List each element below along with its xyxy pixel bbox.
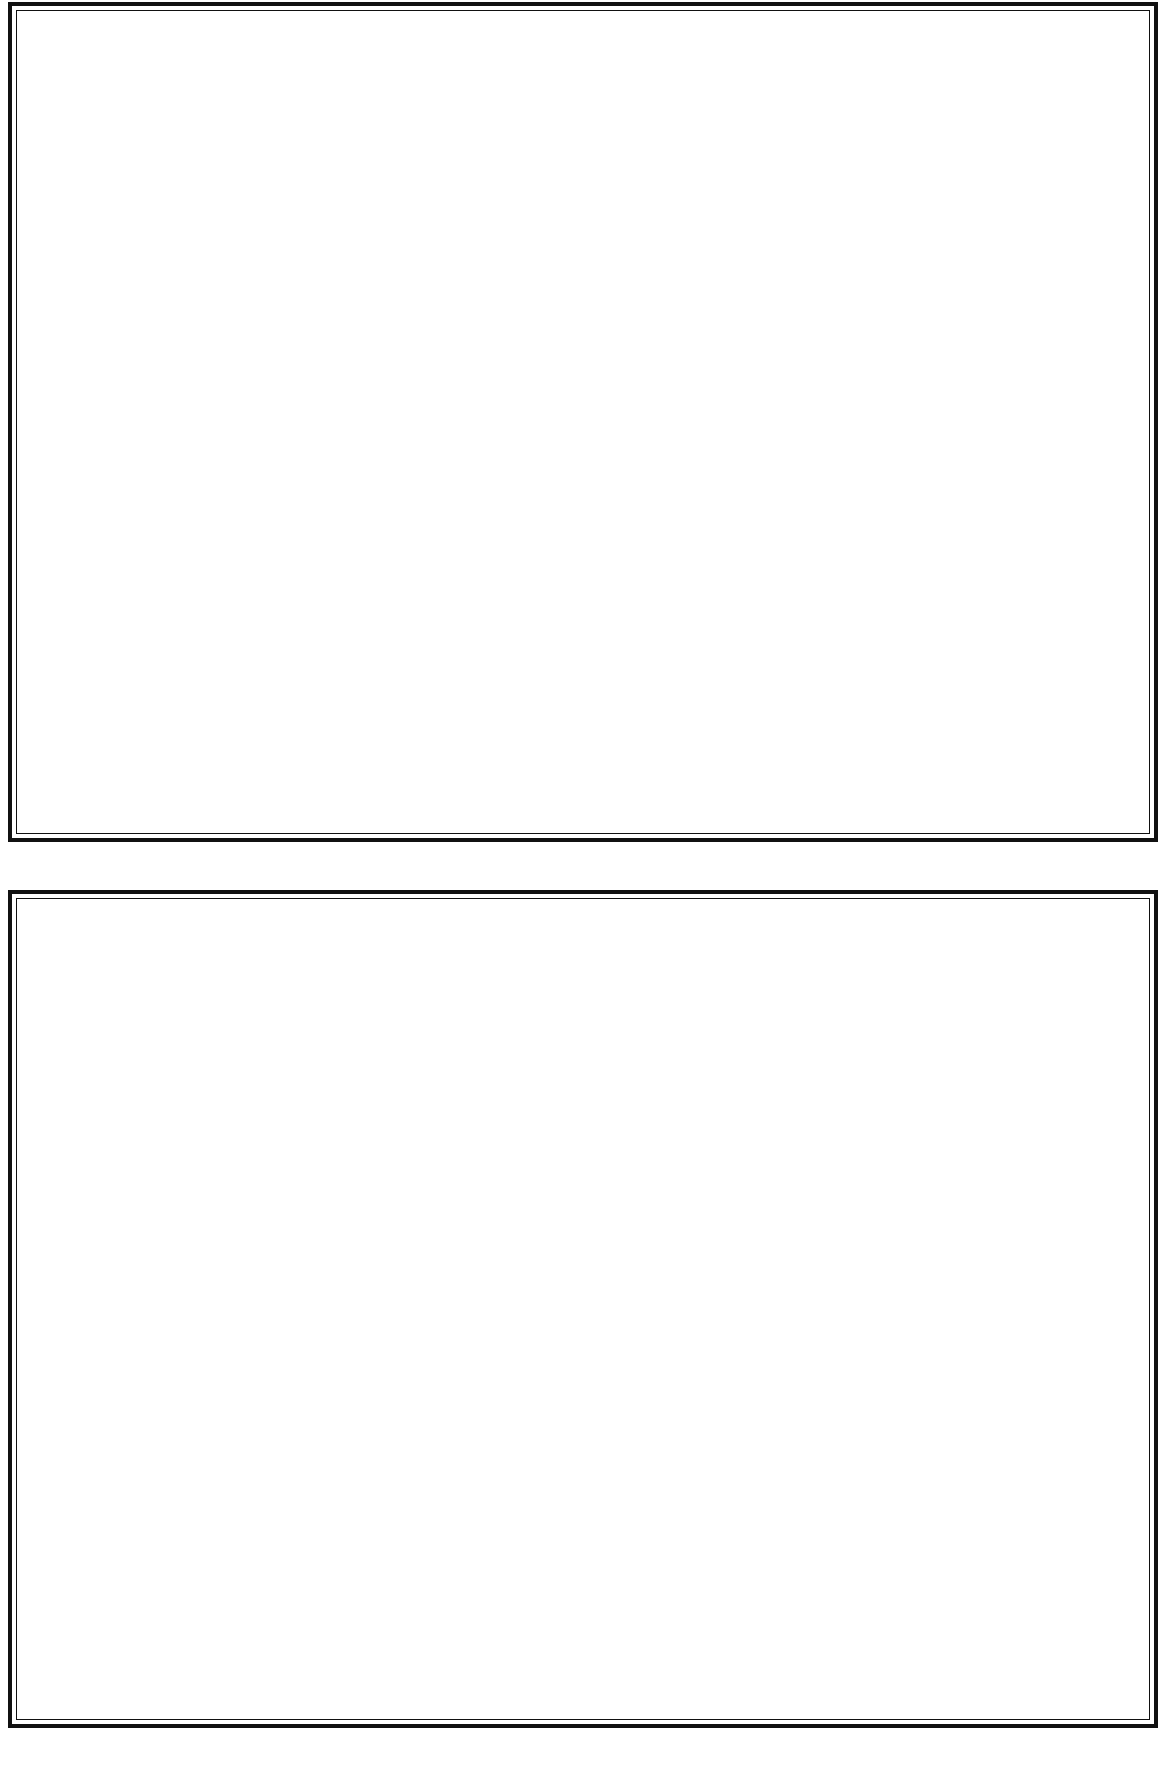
top-page — [8, 2, 1158, 842]
bottom-page-columns — [19, 901, 1147, 1717]
bottom-page — [8, 890, 1158, 1728]
top-page-columns — [19, 13, 1147, 831]
